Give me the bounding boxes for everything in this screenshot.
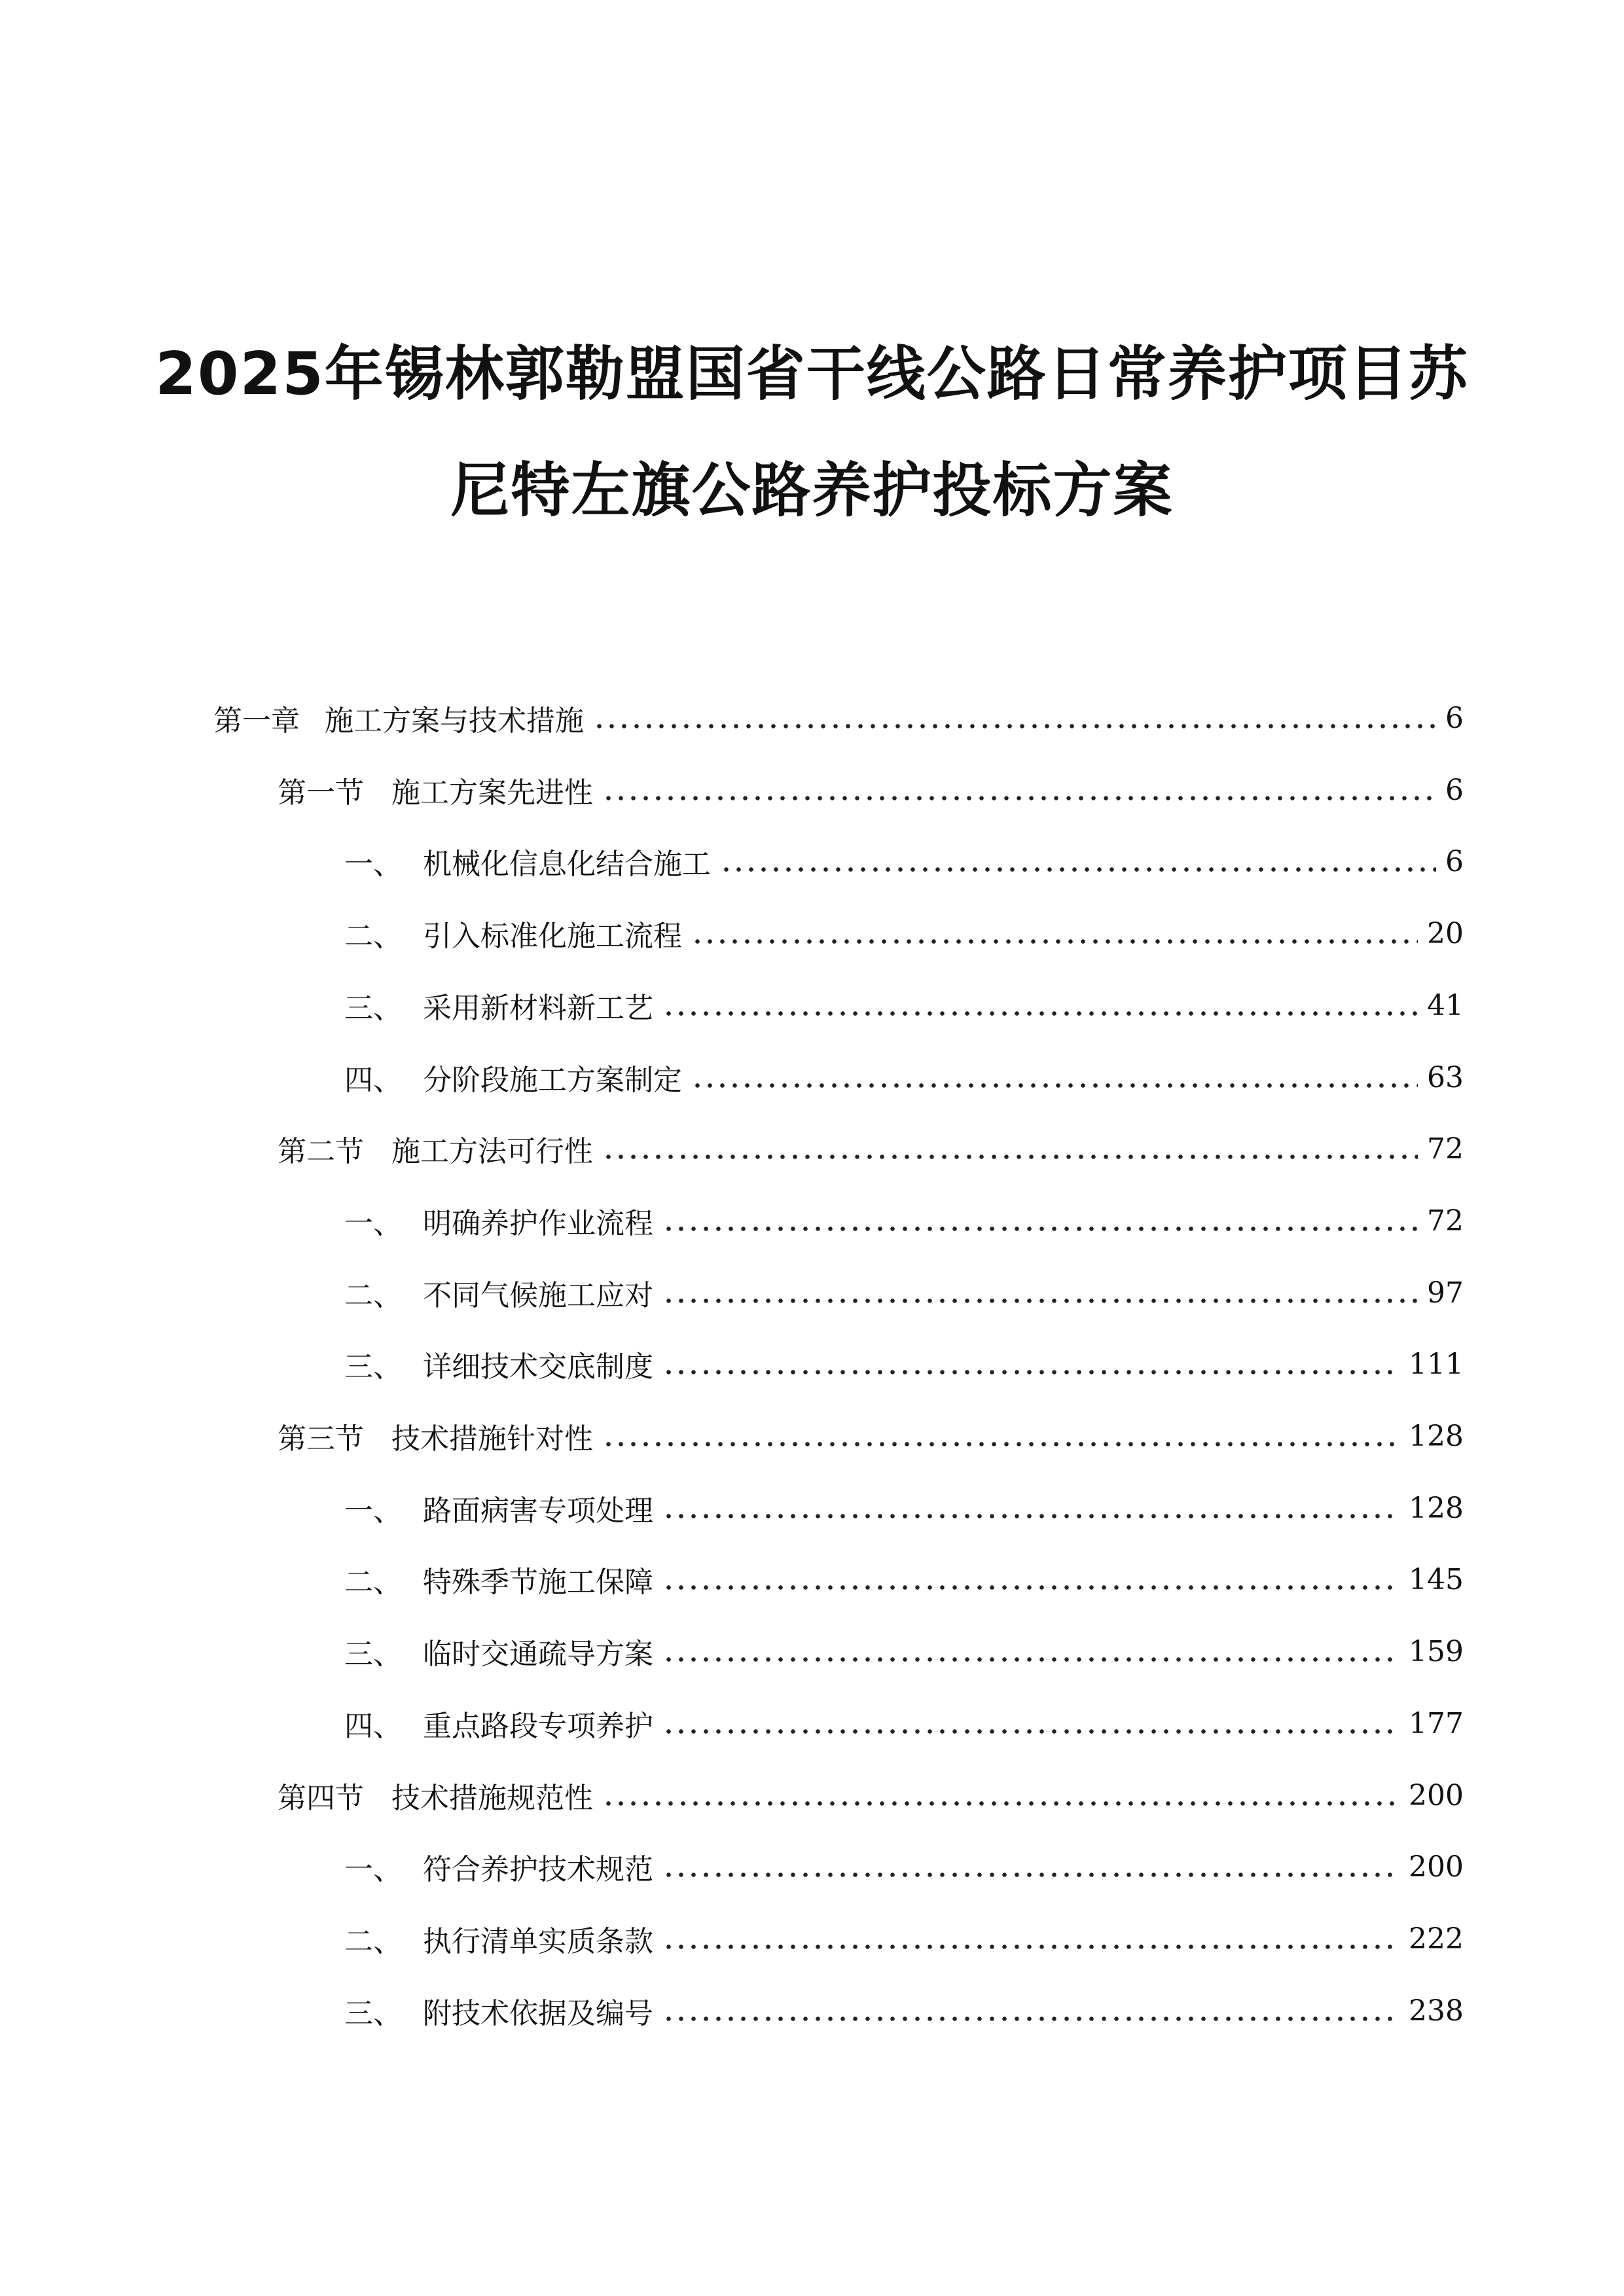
toc-entry-page-number: 238 [1409,1994,1464,2028]
toc-entry-number: 四、 [344,1710,402,1743]
toc-entry-title: 路面病害专项处理 [423,1494,653,1528]
toc-dot-leader [602,1772,1399,1818]
toc-entry-page-number: 6 [1445,773,1464,807]
toc-entry[interactable] [344,1485,1464,1531]
toc-entry-page-number: 20 [1427,916,1464,950]
toc-entry-number: 四、 [344,1064,402,1097]
toc-entry-page-number: 111 [1409,1347,1464,1381]
toc-entry-page-number: 6 [1445,701,1464,735]
toc-entry-number: 一、 [344,1494,402,1528]
toc-entry-title: 施工方法可行性 [391,1135,593,1168]
toc-dot-leader [662,1844,1399,1890]
toc-dot-leader [691,1054,1418,1100]
toc-entry-page-number: 128 [1409,1491,1464,1525]
toc-entry-title: 附技术依据及编号 [423,1997,653,2030]
toc-entry-title: 不同气候施工应对 [423,1279,653,1312]
toc-dot-leader [602,1126,1418,1172]
toc-dot-leader [662,982,1418,1028]
toc-dot-leader [662,1628,1399,1674]
toc-entry[interactable] [344,1628,1464,1674]
toc-entry-title: 符合养护技术规范 [423,1853,653,1886]
toc-entry-number: 三、 [344,1638,402,1671]
toc-entry-number: 一、 [344,1853,402,1886]
toc-dot-leader [602,767,1436,813]
toc-entry-title: 特殊季节施工保障 [423,1566,653,1599]
toc-entry-page-number: 63 [1427,1060,1464,1094]
toc-entry-page-number: 128 [1409,1419,1464,1453]
toc-entry-number: 二、 [344,1279,402,1312]
toc-entry-number: 二、 [344,1925,402,1958]
toc-entry[interactable] [344,1556,1464,1602]
toc-dot-leader [662,1988,1399,2034]
toc-entry[interactable] [278,1413,1464,1459]
toc-entry[interactable] [344,910,1464,956]
toc-dot-leader [662,1198,1418,1244]
toc-entry-number: 一、 [344,848,402,881]
toc-dot-leader [602,1413,1399,1459]
toc-entry-title: 重点路段专项养护 [423,1710,653,1743]
toc-entry-title: 执行清单实质条款 [423,1925,653,1958]
toc-entry-page-number: 72 [1427,1132,1464,1166]
toc-entry[interactable] [344,1844,1464,1890]
toc-dot-leader [662,1485,1399,1531]
toc-entry-number: 第四节 [278,1782,364,1815]
toc-entry-number: 二、 [344,1566,402,1599]
toc-entry-page-number: 6 [1445,844,1464,878]
toc-entry-number: 第三节 [278,1422,364,1456]
toc-entry-number: 三、 [344,992,402,1025]
toc-entry[interactable] [344,1700,1464,1746]
toc-entry[interactable] [344,1270,1464,1316]
toc-entry-number: 第一节 [278,776,364,810]
toc-dot-leader [720,838,1436,884]
toc-entry-title: 采用新材料新工艺 [423,992,653,1025]
toc-dot-leader [691,910,1418,956]
toc-entry-number: 二、 [344,920,402,953]
document-title-line-2: 尼特左旗公路养护投标方案 [450,456,1174,525]
toc-entry[interactable] [278,1126,1464,1172]
toc-entry[interactable] [344,1916,1464,1962]
toc-entry-page-number: 97 [1427,1276,1464,1310]
document-title-line-1: 2025年锡林郭勒盟国省干线公路日常养护项目苏 [155,340,1469,408]
toc-entry-title: 技术措施针对性 [391,1422,593,1456]
toc-dot-leader [662,1556,1399,1602]
toc-entry[interactable] [344,1054,1464,1100]
toc-entry[interactable] [344,1988,1464,2034]
toc-entry-page-number: 159 [1409,1634,1464,1668]
toc-dot-leader [662,1270,1418,1316]
toc-entry-page-number: 41 [1427,988,1464,1022]
toc-entry[interactable] [213,695,1464,741]
toc-entry-title: 明确养护作业流程 [423,1207,653,1240]
toc-entry-title: 详细技术交底制度 [423,1350,653,1384]
toc-dot-leader [662,1700,1399,1746]
toc-entry[interactable] [278,767,1464,813]
toc-entry-page-number: 222 [1409,1922,1464,1956]
toc-entry-number: 三、 [344,1997,402,2030]
toc-entry-title: 技术措施规范性 [391,1782,593,1815]
toc-entry[interactable] [344,982,1464,1028]
toc-entry[interactable] [344,1198,1464,1244]
toc-dot-leader [662,1341,1399,1387]
toc-entry-title: 机械化信息化结合施工 [423,848,711,881]
toc-dot-leader [593,695,1436,741]
toc-entry[interactable] [344,838,1464,884]
toc-entry[interactable] [344,1341,1464,1387]
toc-entry-number: 第一章 [213,704,300,738]
toc-entry-title: 临时交通疏导方案 [423,1638,653,1671]
toc-entry-number: 第二节 [278,1135,364,1168]
toc-entry-title: 引入标准化施工流程 [423,920,682,953]
toc-entry[interactable] [278,1772,1464,1818]
toc-entry-page-number: 72 [1427,1204,1464,1238]
toc-entry-page-number: 200 [1409,1850,1464,1884]
toc-entry-page-number: 145 [1409,1562,1464,1596]
toc-entry-number: 三、 [344,1350,402,1384]
toc-entry-page-number: 177 [1409,1706,1464,1740]
toc-entry-title: 施工方案先进性 [391,776,593,810]
toc-entry-page-number: 200 [1409,1778,1464,1812]
toc-entry-title: 分阶段施工方案制定 [423,1064,682,1097]
toc-entry-number: 一、 [344,1207,402,1240]
toc-entry-title: 施工方案与技术措施 [325,704,584,738]
toc-dot-leader [662,1916,1399,1962]
